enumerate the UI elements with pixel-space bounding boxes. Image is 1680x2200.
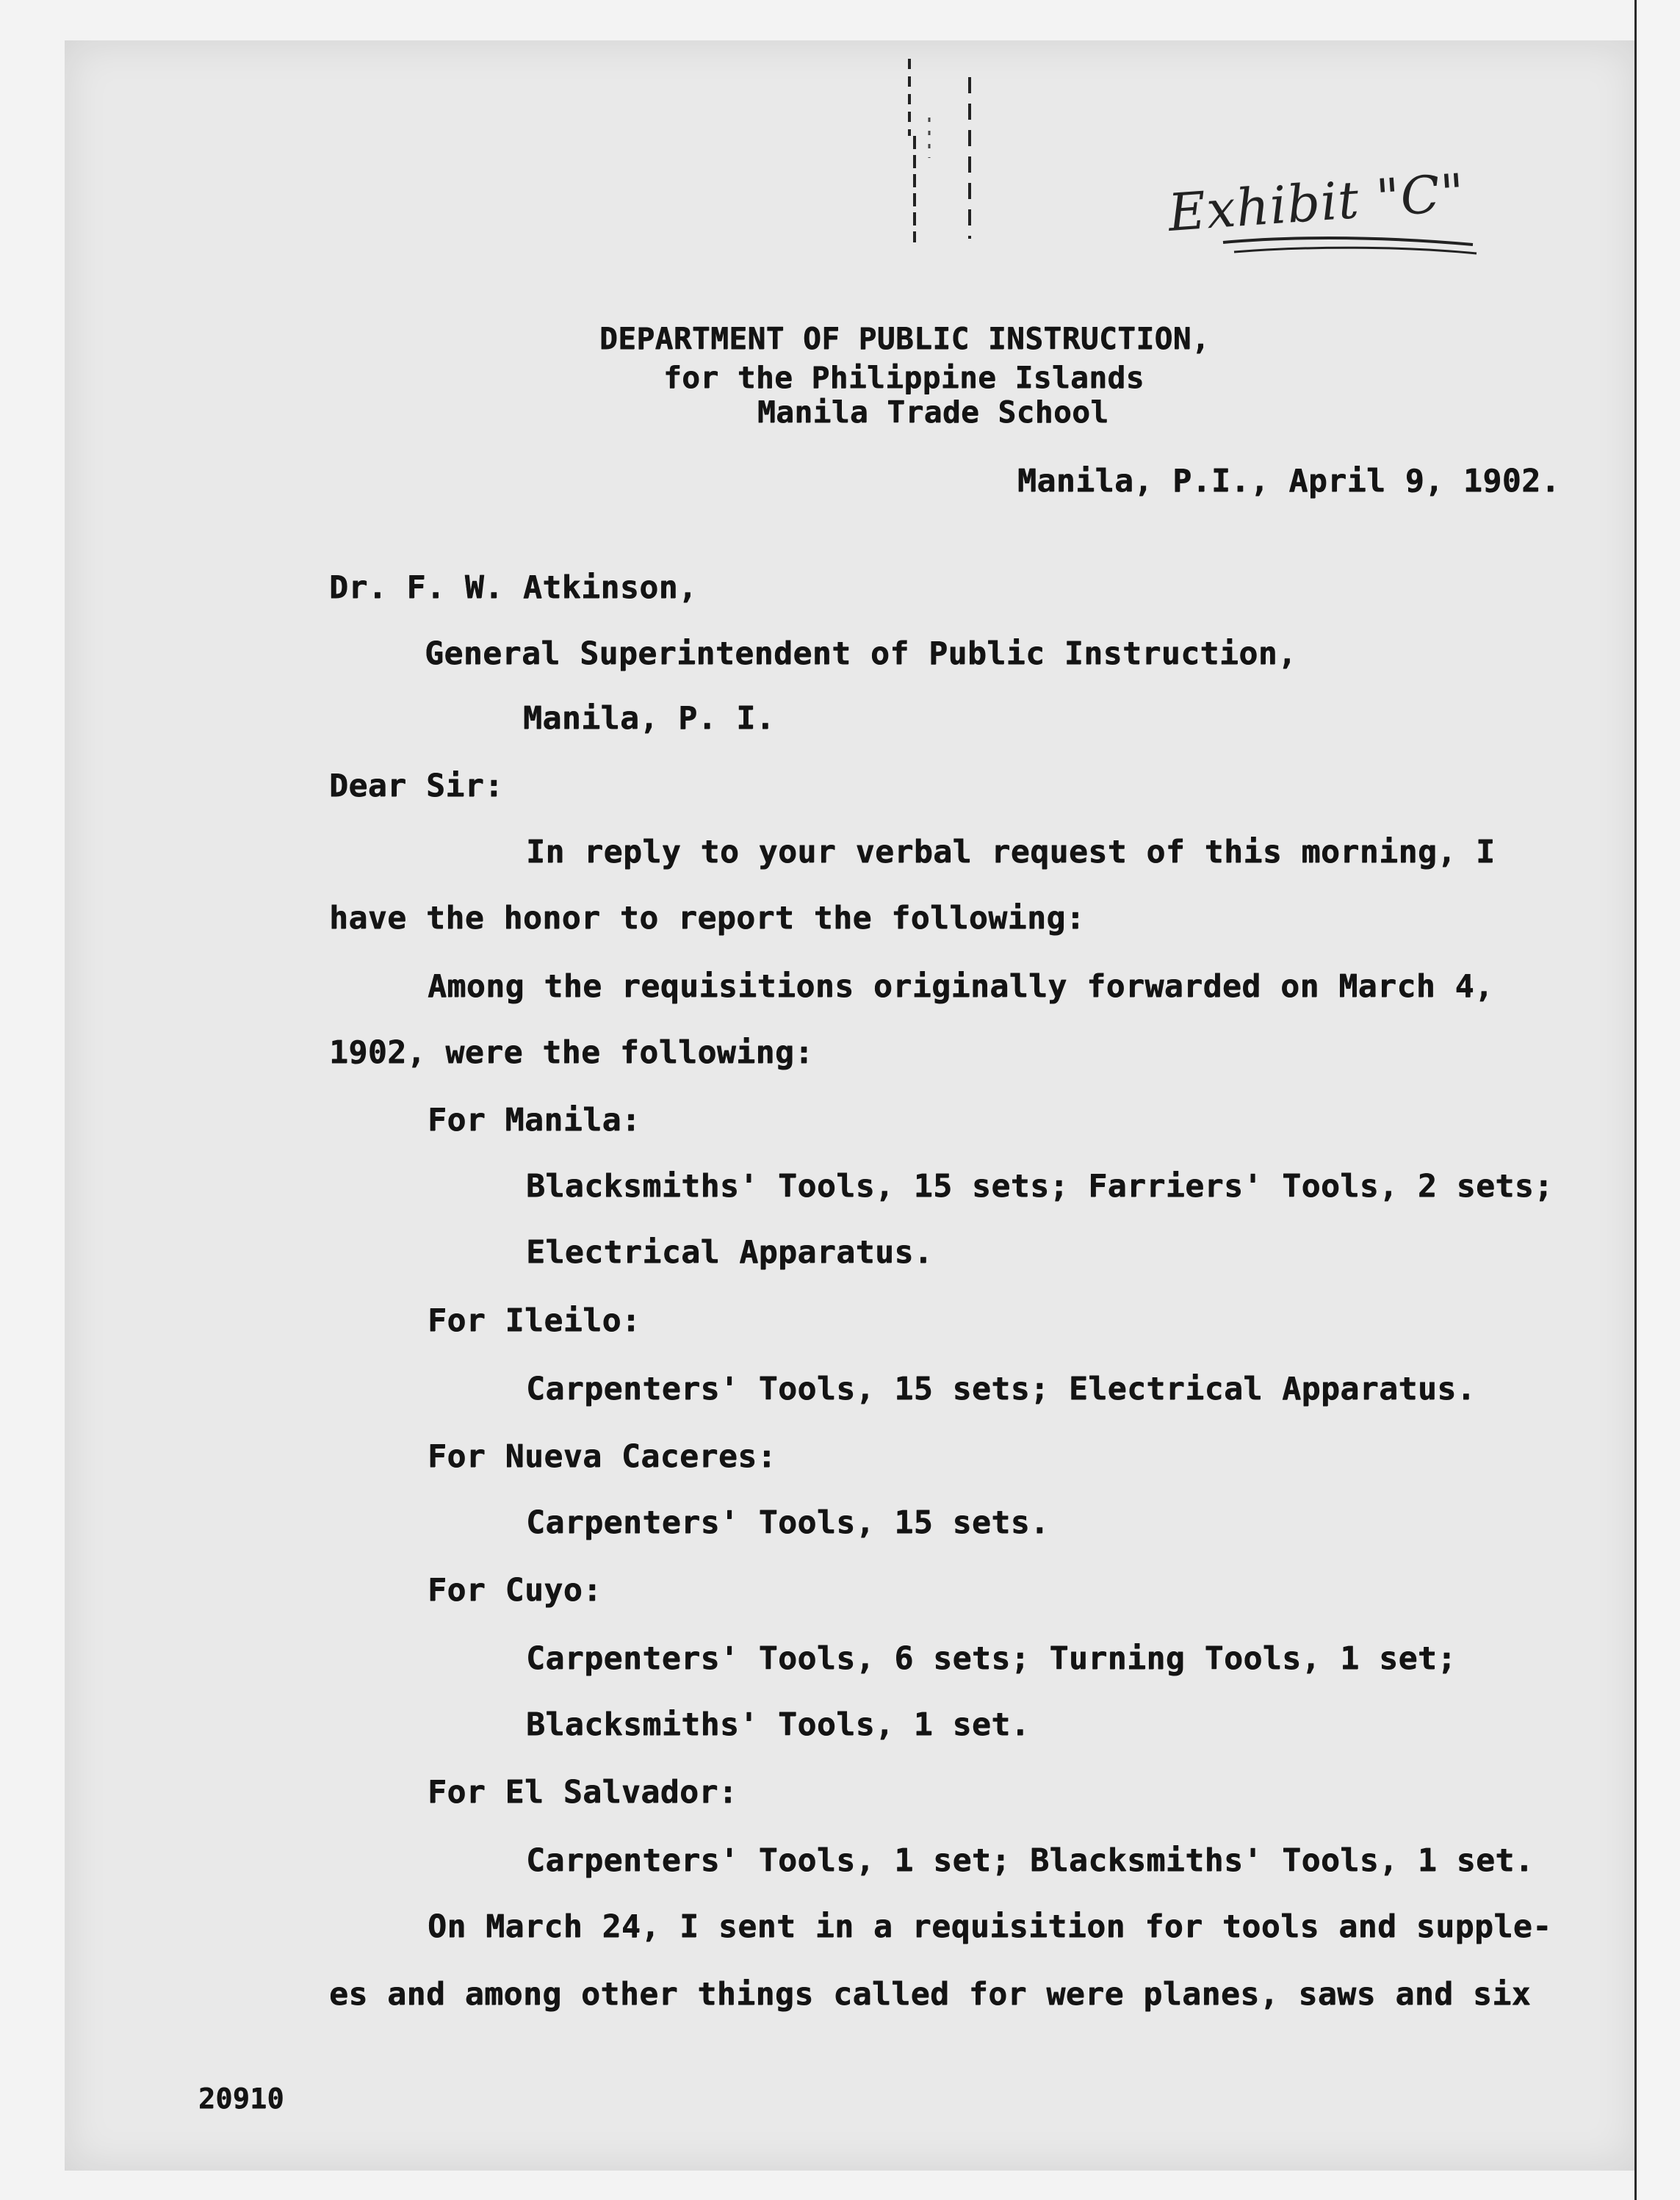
section-heading-cuyo: For Cuyo: <box>428 1572 602 1609</box>
body-line: have the honor to report the following: <box>329 900 1086 937</box>
body-line: es and among other things called for were planes, saws and six <box>329 1976 1532 2013</box>
section-heading-el-salvador: For El Salvador: <box>428 1774 738 1811</box>
body-line: On March 24, I sent in a requisition for tools and supple- <box>428 1908 1552 1945</box>
section-item: Carpenters' Tools, 15 sets; Electrical Apparatus. <box>526 1371 1477 1407</box>
section-heading-nueva-caceres: For Nueva Caceres: <box>428 1438 776 1475</box>
section-item: Blacksmiths' Tools, 15 sets; Farriers' Tools, 2 sets; <box>526 1168 1554 1205</box>
salutation: Dear Sir: <box>329 768 504 804</box>
section-heading-ileilo: For Ileilo: <box>428 1302 641 1339</box>
section-item: Carpenters' Tools, 6 sets; Turning Tools, 1 set; <box>526 1640 1457 1677</box>
exhibit-underline <box>1219 224 1484 261</box>
page-edge <box>1634 0 1680 2200</box>
document-number: 20910 <box>198 2082 284 2115</box>
letterhead-department: DEPARTMENT OF PUBLIC INSTRUCTION, <box>599 321 1211 356</box>
body-line: 1902, were the following: <box>329 1034 814 1071</box>
section-item: Carpenters' Tools, 1 set; Blacksmiths' Tools, 1 set. <box>526 1842 1535 1879</box>
body-line: Among the requisitions originally forwarded on March 4, <box>428 968 1494 1005</box>
letterhead-school: Manila Trade School <box>757 394 1109 430</box>
addressee-title: General Superintendent of Public Instruction, <box>425 635 1297 672</box>
addressee-name: Dr. F. W. Atkinson, <box>329 569 698 606</box>
body-line: In reply to your verbal request of this morning, I <box>526 834 1496 870</box>
section-item: Blacksmiths' Tools, 1 set. <box>526 1706 1031 1743</box>
addressee-city: Manila, P. I. <box>523 700 776 737</box>
punch-marks <box>900 55 988 246</box>
section-heading-manila: For Manila: <box>428 1102 641 1139</box>
dateline: Manila, P.I., April 9, 1902. <box>1017 463 1560 499</box>
letterhead-islands: for the Philippine Islands <box>663 360 1144 395</box>
exhibit-annotation: Exhibit "C" <box>1166 162 1467 244</box>
section-item: Electrical Apparatus. <box>526 1234 934 1271</box>
section-item: Carpenters' Tools, 15 sets. <box>526 1504 1050 1541</box>
